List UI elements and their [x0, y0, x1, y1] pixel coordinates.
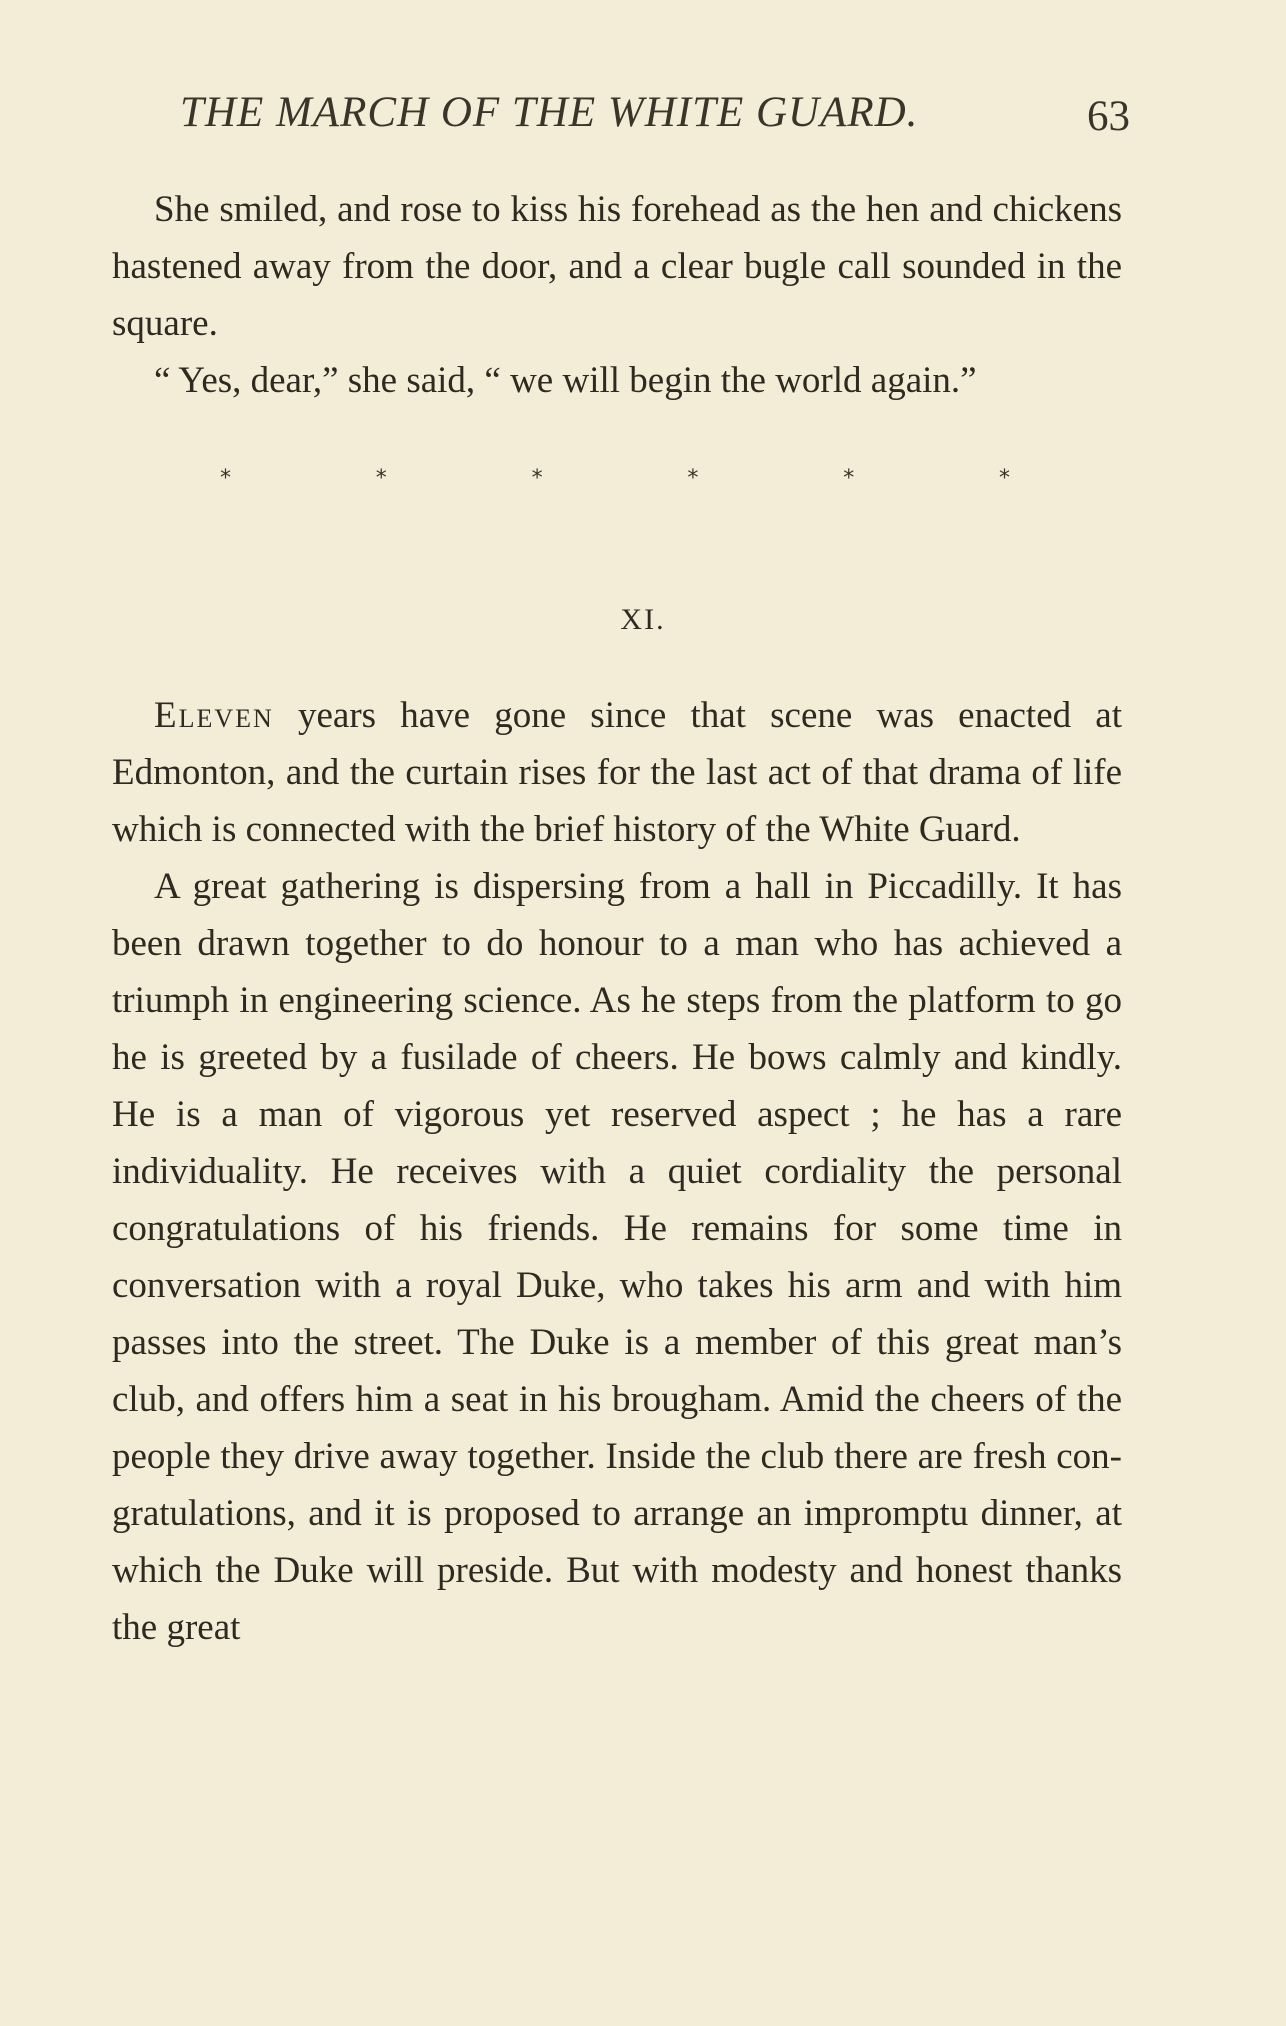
paragraph: A great gathering is dispersing from a hall in Piccadilly. It has been drawn together to do honour to a man who has achieved a triumph in engineering science. As he steps from the platform to go he is greeted by a fusilade of cheers. He bows calmly and kindly. He is a man of vigorous yet reserved aspect ; he has a rare individuality. He receives with a quiet cordiality the personal congratulations of his friends. He remains for some time in conversation with a royal Duke, who takes his arm and with him passes into the street. The Duke is a member of this great man’s club, and offers him a seat in his brougham. Amid the cheers of the people they drive away together. Inside the club there are fresh congratulations, and it is proposed to arrange an impromptu dinner, at which the Duke will preside. But with modesty and honest thanks the great — [112, 866, 1122, 1648]
section-one-text — [112, 181, 1122, 409]
running-title: THE MARCH OF THE WHITE GUARD. — [180, 89, 919, 136]
asterisk: * — [375, 466, 387, 491]
asterisk: * — [531, 466, 543, 491]
asterisk: * — [998, 466, 1010, 491]
page-header — [180, 88, 1130, 138]
page-number: 63 — [1087, 93, 1130, 140]
paragraph: She smiled, and rose to kiss his forehead as the hen and chickens hastened away from the door, and a clear bugle call sounded in the square. — [112, 189, 1122, 344]
opening-word: Eleven — [154, 695, 274, 736]
asterisk: * — [220, 466, 231, 491]
asterisk: * — [843, 466, 855, 491]
asterisk-separator — [220, 466, 1010, 491]
paragraph-text: years have gone since that scene was enacted at Edmonton, and the curtain rises for the last act of that drama of life which is connected with the brief history of the White Guard. — [112, 695, 1122, 850]
chapter-heading: XI. — [620, 603, 666, 636]
asterisk: * — [687, 466, 699, 491]
section-two-text — [112, 687, 1122, 1656]
paragraph — [112, 687, 1122, 858]
paragraph: “ Yes, dear,” she said, “ we will begin the world again.” — [154, 360, 977, 401]
